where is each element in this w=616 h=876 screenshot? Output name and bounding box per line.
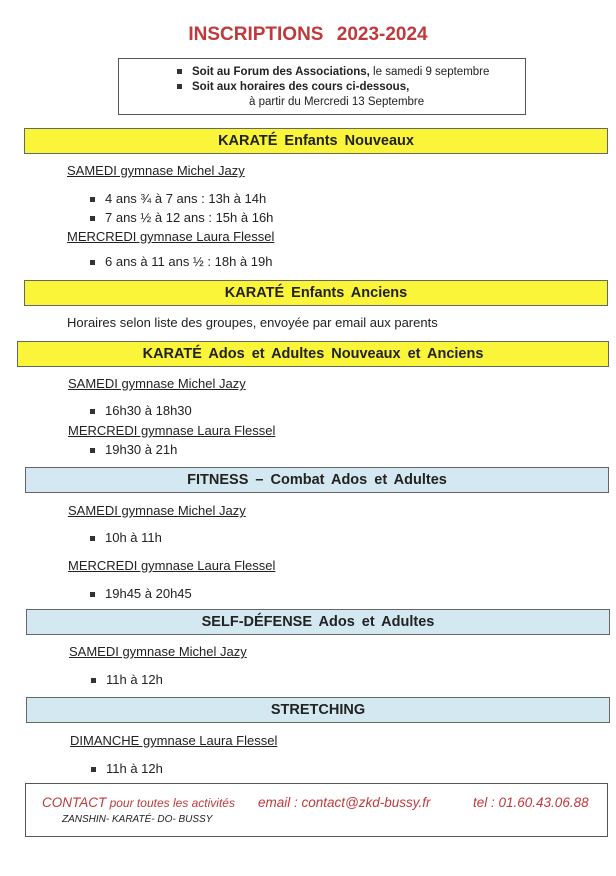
schedule-item: 4 ans ¾ à 7 ans : 13h à 14h [90,191,266,206]
info-line-2: Soit aux horaires des cours ci-dessous, [177,81,409,93]
schedule-item: 16h30 à 18h30 [90,403,192,418]
contact-title: CONTACT [42,795,107,810]
contact-label [42,795,235,810]
location-label: MERCREDI gymnase Laura Flessel [67,229,275,244]
section-heading-karate-anciens: KARATÉ Enfants Anciens [24,280,608,306]
contact-phone[interactable]: tel : 01.60.43.06.88 [473,795,589,810]
section-heading-stretching: STRETCHING [26,697,610,723]
page-title: INSCRIPTIONS 2023-2024 [188,24,428,45]
info-line-1-rest: le samedi 9 septembre [369,66,490,78]
info-line-3: à partir du Mercredi 13 Septembre [249,96,425,108]
location-label: DIMANCHE gymnase Laura Flessel [70,733,278,748]
contact-subtitle: pour toutes les activités [106,796,235,810]
schedule-item: 10h à 11h [90,530,162,545]
schedule-item: 11h à 12h [91,761,163,776]
registration-info-box [118,58,526,115]
info-line-1-bold: Soit au Forum des Associations, [192,66,370,78]
section-heading-karate-nouveaux: KARATÉ Enfants Nouveaux [24,128,608,154]
schedule-item: 19h30 à 21h [90,442,177,457]
section-heading-fitness: FITNESS – Combat Ados et Adultes [25,467,609,493]
info-line-1 [177,66,489,78]
schedule-item: 19h45 à 20h45 [90,586,192,601]
location-label: SAMEDI gymnase Michel Jazy [67,163,245,178]
schedule-item: 7 ans ½ à 12 ans : 15h à 16h [90,210,273,225]
section-heading-karate-adultes: KARATÉ Ados et Adultes Nouveaux et Anciens [17,341,609,367]
schedule-item: 6 ans à 11 ans ½ : 18h à 19h [90,254,272,269]
schedule-item: 11h à 12h [91,672,163,687]
contact-email[interactable]: email : contact@zkd-bussy.fr [258,795,431,810]
location-label: SAMEDI gymnase Michel Jazy [68,503,246,518]
location-label: SAMEDI gymnase Michel Jazy [68,376,246,391]
anciens-note: Horaires selon liste des groupes, envoyée par email aux parents [67,315,438,330]
section-heading-self-defense: SELF-DÉFENSE Ados et Adultes [26,609,610,635]
club-name: ZANSHIN- KARATÉ- DO- BUSSY [62,814,213,825]
location-label: MERCREDI gymnase Laura Flessel [68,558,276,573]
location-label: SAMEDI gymnase Michel Jazy [69,644,247,659]
location-label: MERCREDI gymnase Laura Flessel [68,423,276,438]
contact-box [25,783,608,837]
